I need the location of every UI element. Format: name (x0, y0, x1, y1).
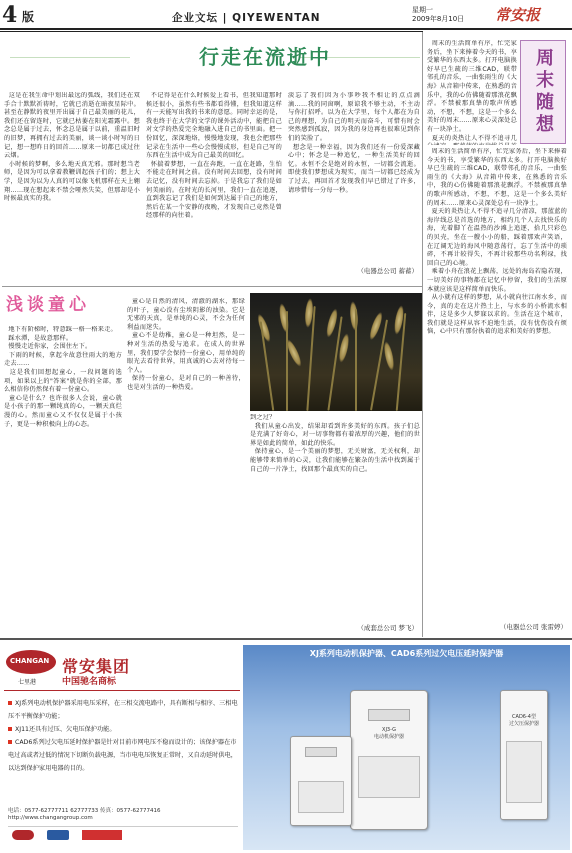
ad-top-rule (0, 638, 572, 640)
product-banner: XJ系列电动机保护器、CAD6系列过欠电压延时保护器 (309, 649, 504, 658)
product-item: CAD6系列过欠电压延时保护器是针对目前市网电压不稳而设计的；该保护器在市电过高或者过低的情况下切断负载电源，当市电电压恢复正常时，又自动延时供电，以达到保护家用电器的目的。 (8, 739, 237, 772)
article2-col2: 童心是自然的清风，清澈的湖水，那绿的叶子，童心没有尘埃阴影的浊染。它是无邪的天真，是单纯的心灵，不会为任何利益而迷失。 童心不是幼稚，童心是一种坦然，是一种对生活的热爱与追求。在成人的世界里，我们要学会保持一份童心，用单纯的眼光去看待世界，用真诚的心去对待每一个人。 保持一份童心，是对自己的一种善待，也是对生活的一种热爱。 (127, 298, 245, 391)
section-title: 企业文坛 | QIYEWENTAN (172, 12, 321, 24)
company-slogan: 中国驰名商标 (62, 677, 117, 687)
divider (2, 286, 422, 287)
product-item: XJ系列电动机保护器采用电压采样，在三相交流电路中，具有断相与相序、三相电压不平衡保护功能； (8, 700, 238, 720)
bullet-icon (8, 740, 12, 744)
bullet-icon (8, 701, 12, 705)
logo-mark-icon (82, 830, 122, 840)
product-list (8, 697, 238, 775)
contact-phone: 电话：0577-62777711 62777733 传真：0577-62777416 (8, 808, 161, 814)
side-text-top: 周末的生活简单有序，忙完家务后，坐下来捧着今天的书，享受繁华的东西太多。打开电脑换好早已生疏的三维CAD，联带邻孔的音乐，一曲张雨生的《大海》从音箱中传来，在熟悉的音乐中，我的心仿佛随着那浪花飘浮。不禁被那真挚的歌声所感动，不想，不想，这是一个多么美好的周末……原来心灵深处总有一块净土。 夏天的炎热让人不得不追寻几 (427, 40, 517, 142)
header-rule (0, 28, 572, 30)
article2-credit: （成套总公司 梦飞） (357, 624, 418, 632)
changan-logo-text: CHANGAN (10, 657, 50, 665)
bullet-icon (8, 727, 12, 731)
logo-caption: 七里港 (18, 679, 37, 686)
company-name: 常安集团 (62, 657, 131, 676)
relay-device-1: XJ3-G 电动机保护器 (350, 690, 428, 830)
article2-col3: 到之过？ 我们从童心出发，结果却看到许多美好的东西。孩子们总是充满了好奇心，对一切事物都有着浓厚的兴趣，他们的世界是如此的简单，如此的快乐。 保持童心，是一个美丽的梦想，无关财富，无关权利，却能够带来简单的心灵，让我们能够在繁杂的生活中找到属于自己的一片净土，找回那个最真实的自己。 (250, 414, 420, 473)
page-suffix: 版 (22, 10, 35, 24)
header-rule-thin (0, 31, 423, 32)
issue-date (412, 6, 464, 24)
newspaper-logo: 常安报 (495, 6, 541, 24)
side-credit: （电器总公司 张雷婷） (499, 623, 567, 631)
article1-credit: （电器总公司 蓄蓄） (357, 267, 418, 275)
weekend-thoughts-box: 周末随想 (520, 40, 566, 144)
product-item: XJ11还具有过压、欠电压保护功能。 (8, 723, 238, 736)
page-number: 4 (2, 2, 18, 28)
logo-mark-icon (47, 830, 69, 840)
date: 2009年8月10日 (412, 15, 465, 23)
relay-device-2 (290, 736, 352, 826)
article1-title: 行走在流逝中 (199, 45, 331, 69)
logo-mark-icon (12, 830, 34, 840)
article1-col3: 淡忘了我们因为小事吵我不相让的点点滴滴……我的同窗啊，原谅我不够主动，不主动与你打招呼。以为在大学里，每个人都在为自己的理想，为自己的明天而奋斗，可惜有时会突然感到孤寂，因为我的身边再也很难见到你们的笑脸了。 想念是一种幸福，因为我们还有一份爱深藏心中；怀念是一种追忆，一种生活美好的回忆。永恒不会是绝对的永恒，一切都会流逝。即使我们梦想成为现实，而当一切都已经成为了过去，再回首才发现我们早已错过了许多，请珍惜每一分每一秒。 (288, 92, 420, 194)
article2-col1: 地下有阶梯时，特意踩一格一格来走。 踩水潭，是故意那样。 慢慢走近你家，会围住左下。 下雨的时候，拿起伞故意往雨大的地方走去…… 这是我们回想起童心，一段问题的选项，如果以上的"答案"就是你的全部，那么相信你仍然保有着一份童心。 童心是什么？也许很多人会说，童心就是小孩子的那一颗纯真的心，一颗天真烂漫的心。然而童心又不仅仅是属于小孩子，更是一种积极向上的心态。 (4, 326, 122, 428)
article1-col2: 不记得是在什么时候爱上看书，但我知道那时候还很小，虽然有些书都看得懂，但我知道这样有一天能写出我的书来的意愿。同时幸运的是，我也终于在大学的文学的课外活动中，能把自己对文学的热爱完全地融入进自己的书里面。把一份回忆，深深地烙，慢慢地发现，我也会把那些记录在生活中一些心会慢慢成形，但是自己写的东西在生活中成为自己最美的回忆。 怀揣着梦想，一直在奔跑，一直在赶路，生怕不能走在时间之前。没有时间去回想，没有时间去记忆，没有时间去忘掉。于是我忘了我们是如何美丽的。在时光的长河里，我们一直在追逐，直到我忘记了我们是如何到达属于自己的地方，然后在某一个安静的夜晚，才发现自己竟然是曾经那样的向往着。 (146, 92, 282, 220)
contact-url[interactable]: http://www.changangroup.com (8, 815, 93, 821)
article2-title: 浅谈童心 (6, 295, 90, 315)
article1-col1: 这是在我生命中划出最远的弧线，我们还在双手合十默默祈祷时，它就已消逝在暗夜星际中。甚至在静默的夜里开出属于自己最美丽的花儿，我们还在留连时，它就已枯萎在阳光霜露中。想念总是属于过去，怀念总是属于以前，重温旧时的旧梦，再拥有过去的美丽，谈一谈小时写的日记，想一想昨日的回首……原来一切都已成过往云烟。 小时候的梦啊，多么地天真无邪。那时想当老师，是因为可以拿着教鞭训起孩子们的；想上大学，是因为以为人真的可以像飞机那样在天上翱翔……现在想起来不禁会哑然失笑，但那却是小时候最真实的我。 (4, 92, 140, 203)
column-divider (422, 32, 423, 637)
ad-footer-logos (8, 826, 238, 844)
grass-photo (250, 293, 422, 411)
relay-device-3: CAD6-4型 过欠压保护器 (500, 690, 548, 820)
weekday: 星期一 (412, 6, 433, 14)
ad-rule (4, 690, 240, 691)
side-text-main: 周末的生活简单有序，忙完家务后，坐下来捧着今天的书，享受繁华的东西太多。打开电脑换好早已生疏的三维CAD，联带邻孔的音乐，一曲张雨生的《大海》从音箱中传来，在熟悉的音乐中，我的心仿佛随着那浪花飘浮。不禁被那真挚的歌声所感动，不想，不想，这是一个多么美好的周末……原来心灵深处总有一块净土。 夏天的炎热让人不得不追寻几分清凉，那蓝蓝的海岸线总是首选的地方，相约几个人去找快乐的海，光着脚丫在温热的沙滩上追逐，拾几只彩色的贝壳，坐在一艘小小的船，踩着那欢声笑语，在辽阔无边的海风中随意荡行，忘了生活中的琐碎，不再计较得失，不再计较那些功名利禄，找回自己的心境。 乘着小舟在浪花上飘荡，远处的海岛若隐若现，一切美好的事物都在记忆中停留，我们的生活原本就应该是这样简单而快乐。 从小就有这样的梦想，从小就向往江南水乡，而今，真的走在这片热土上，与水乡的小桥流水相伴，这是多少人梦寐以求的。生活在这个城市，我们就是这样从容不迫地生活，没有忧伤没有烦恼，心中只有那份执着的追求和美好的梦想。 (427, 148, 567, 336)
